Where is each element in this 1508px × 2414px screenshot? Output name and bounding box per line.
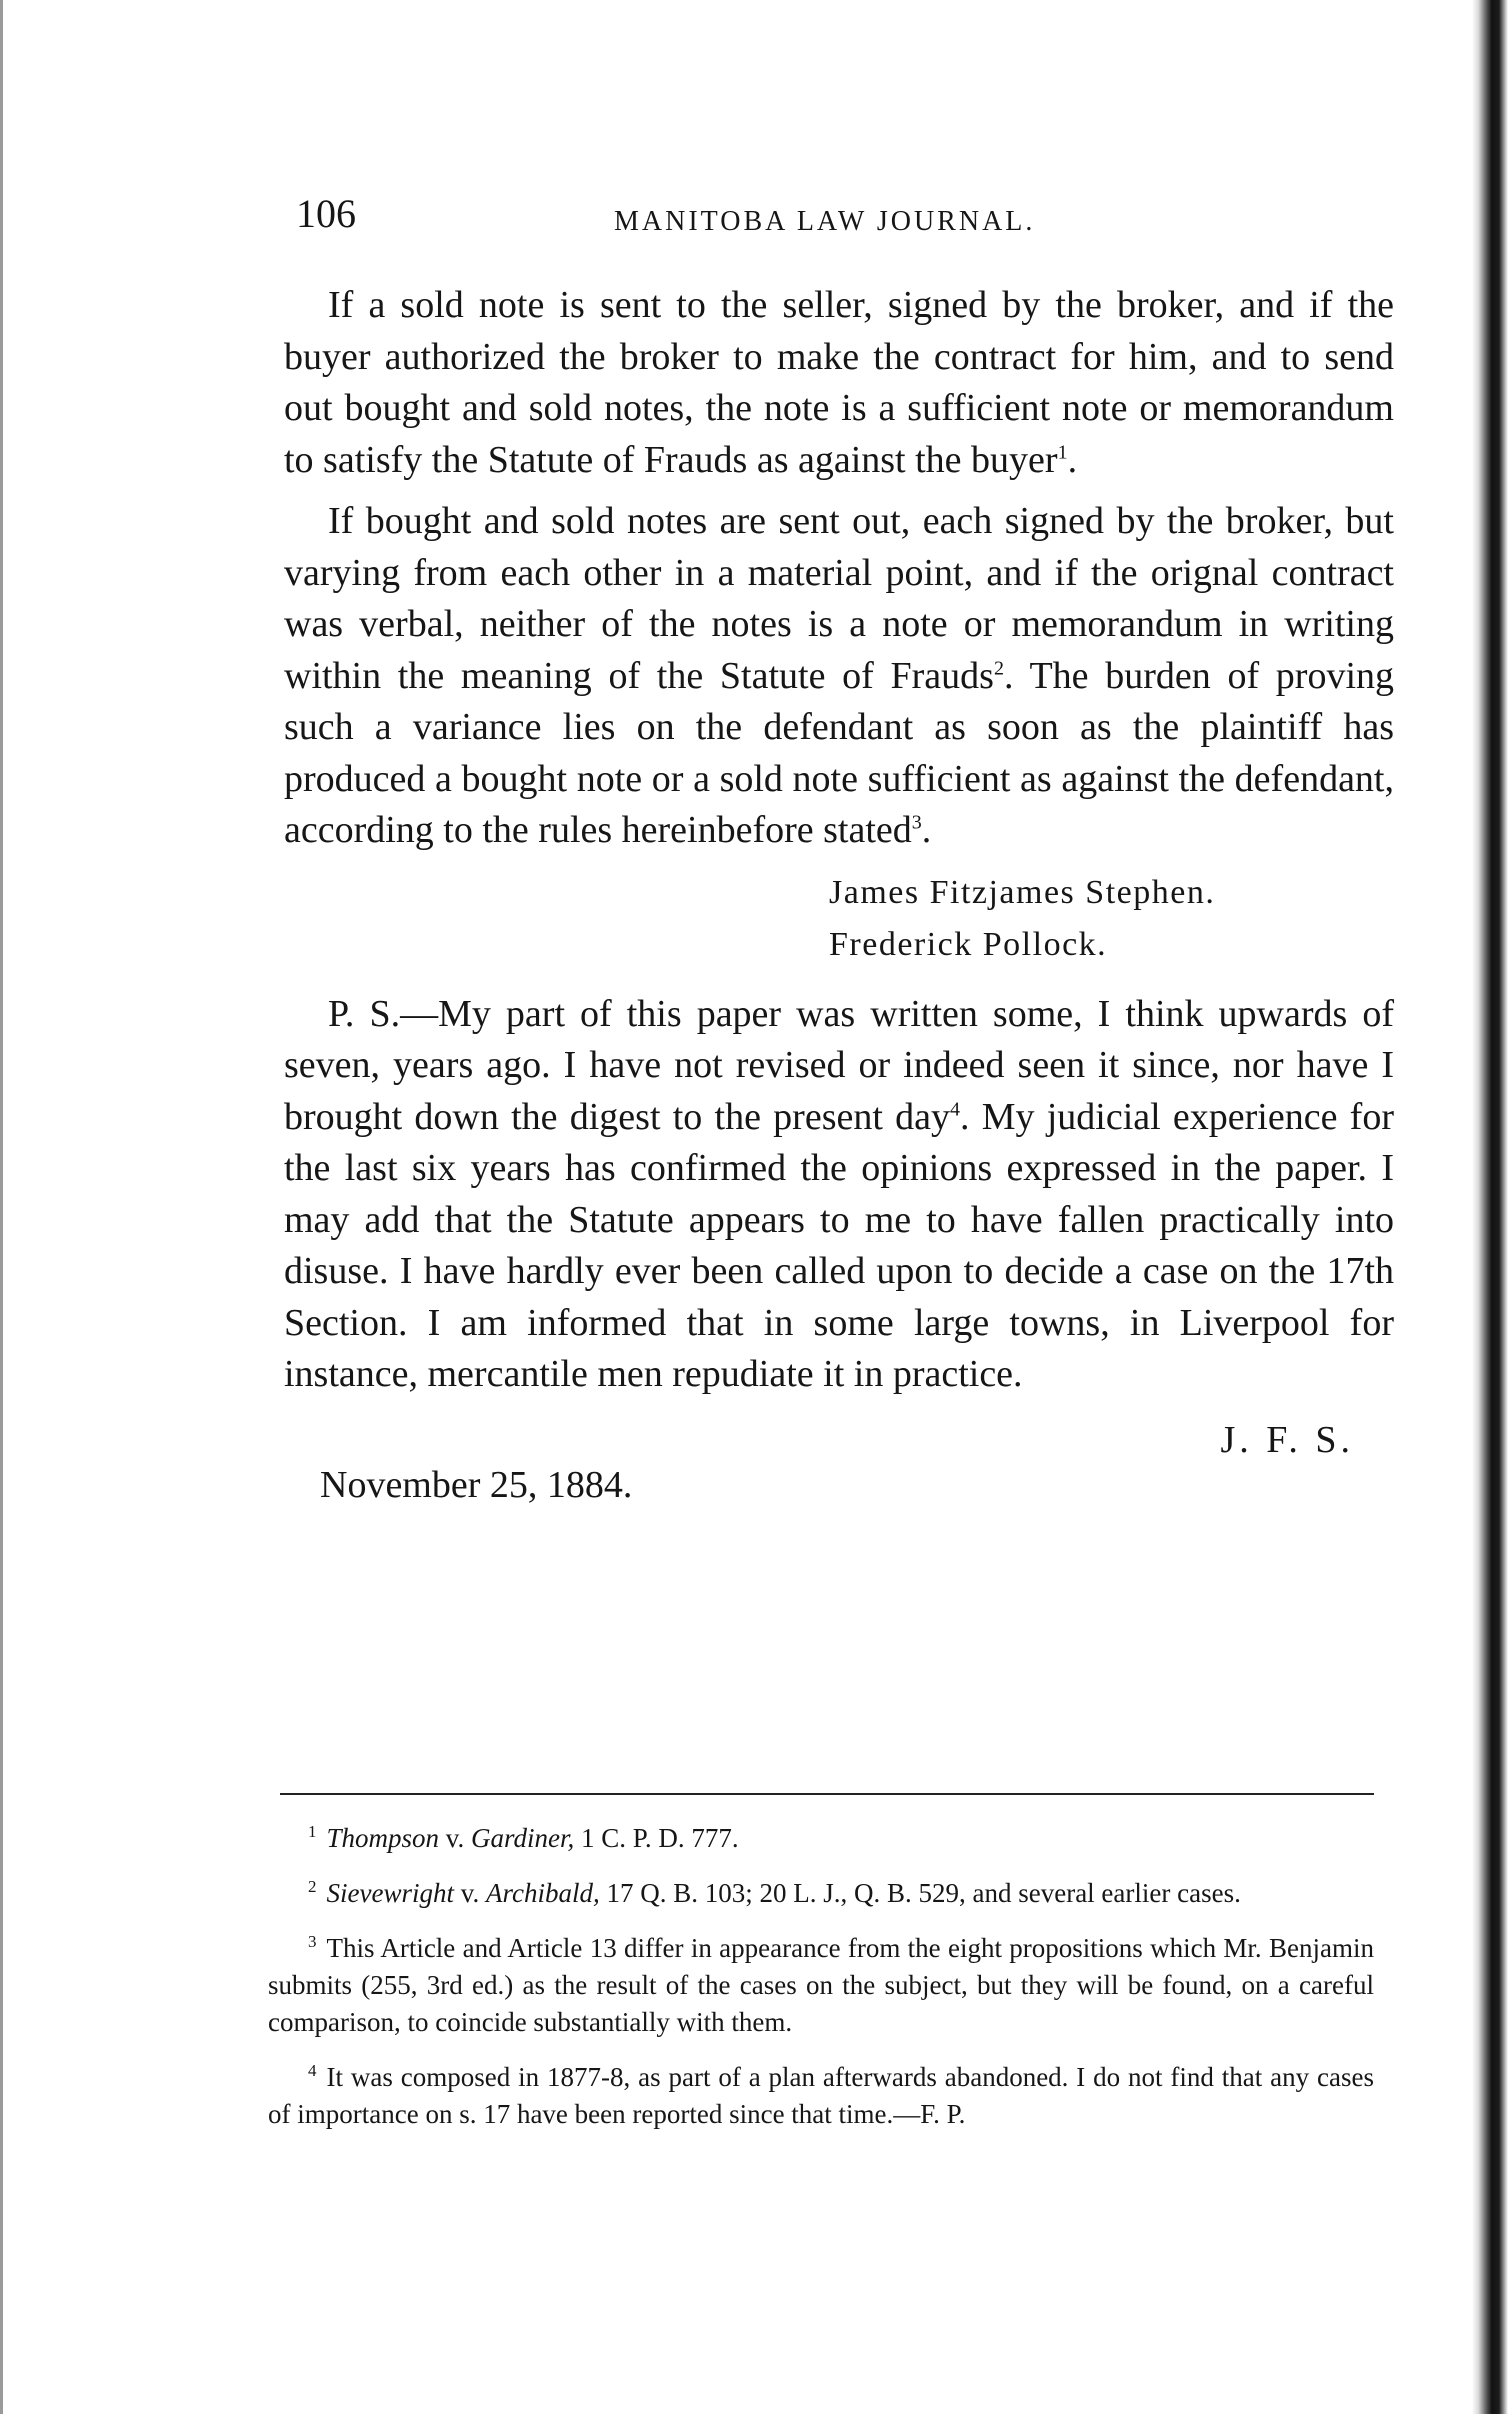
footnote-4 — [268, 2059, 1374, 2133]
footnote-ref: 1 — [1057, 440, 1068, 463]
page-number: 106 — [296, 191, 356, 236]
footnote-ref: 2 — [993, 656, 1004, 679]
postscript-text — [284, 989, 1394, 1401]
footnote-number: 3 — [308, 1932, 317, 1951]
author-signatures — [829, 867, 1394, 971]
footnote-ref: 3 — [911, 811, 922, 834]
paragraph-sold-note — [284, 280, 1394, 486]
postscript-text-a: P. S.—My part of this paper was written some, I think upwards of seven, years ago. I have not revised or indeed seen it since, nor have I brought down the digest to the present day — [284, 992, 1394, 1138]
postscript-text-b: . My judicial experience for the last six years has confirmed the opinions expressed in the paper. I may add that the Statute appears to me to have fallen practically into disuse. I have hardly ever been called upon to decide a case on the 17th Section. I am informed that in some large towns, in Liverpool for instance, mercantile men repudiate it in practice. — [284, 1095, 1394, 1395]
signature-stephen: James Fitzjames Stephen. — [829, 873, 1216, 911]
footnote-number: 1 — [308, 1822, 317, 1841]
page-header — [296, 190, 1376, 250]
paragraph-text: . The burden of proving such a variance lies on the defendant as soon as the plaintiff has produced a bought note or a sold note sufficient as against the defendant, according to the rules hereinbefore stated — [284, 654, 1394, 851]
footnote-divider — [280, 1793, 1374, 1795]
running-title: MANITOBA LAW JOURNAL. — [614, 206, 1036, 237]
postscript-initials: J. F. S. — [1220, 1418, 1354, 1461]
footnote-number: 2 — [308, 1877, 317, 1896]
paragraph-end: . — [921, 809, 932, 851]
paragraph-text: If bought and sold notes are sent out, each signed by the broker, but varying from each other in a material point, and if the orignal contract was verbal, neither of the notes is a note or memorandum in writing within the meaning of the Statute of Frauds — [284, 500, 1394, 697]
footnote-text: It was composed in 1877-8, as part of a plan afterwards abandoned. I do not find that any cases of importance on s. 17 have been reported since that time.—F. P. — [268, 2062, 1374, 2129]
body-text — [284, 280, 1394, 1512]
footnotes — [268, 1820, 1374, 2151]
case-connector: v. — [453, 1878, 486, 1908]
case-name: Sievewright — [326, 1878, 454, 1908]
footnote-text: This Article and Article 13 differ in appearance from the eight propositions which Mr. Benjamin submits (255, 3rd ed.) as the result of the cases on the subject, but they will be found, on a careful comparison, to coincide substantially with them. — [268, 1933, 1374, 2037]
signature-pollock: Frederick Pollock. — [829, 925, 1108, 963]
paragraph-end: . — [1067, 438, 1078, 481]
page-binding-edge — [1472, 0, 1508, 2414]
footnote-2 — [268, 1875, 1374, 1912]
case-name: Gardiner, — [471, 1823, 575, 1853]
paragraph-text: If a sold note is sent to the seller, signed by the broker, and if the buyer authorized the broker to make the contract for him, and to send out bought and sold notes, the note is a sufficient note or memorandum to satisfy the Statute of Frauds as against the buyer — [284, 284, 1394, 481]
postscript — [284, 989, 1394, 1512]
footnote-3 — [268, 1930, 1374, 2041]
case-citation: 1 C. P. D. 777. — [574, 1823, 739, 1853]
case-name: Thompson — [326, 1823, 440, 1853]
case-name: Archibald, — [485, 1878, 600, 1908]
footnote-ref: 4 — [950, 1097, 960, 1120]
case-citation: 17 Q. B. 103; 20 L. J., Q. B. 529, and several earlier cases. — [599, 1878, 1241, 1908]
postscript-date: November 25, 1884. — [320, 1464, 633, 1506]
case-connector: v. — [439, 1823, 472, 1853]
paragraph-bought-and-sold-notes — [284, 496, 1394, 857]
page-left-edge — [0, 0, 3, 2414]
footnote-number: 4 — [308, 2061, 317, 2080]
footnote-1 — [268, 1820, 1374, 1857]
